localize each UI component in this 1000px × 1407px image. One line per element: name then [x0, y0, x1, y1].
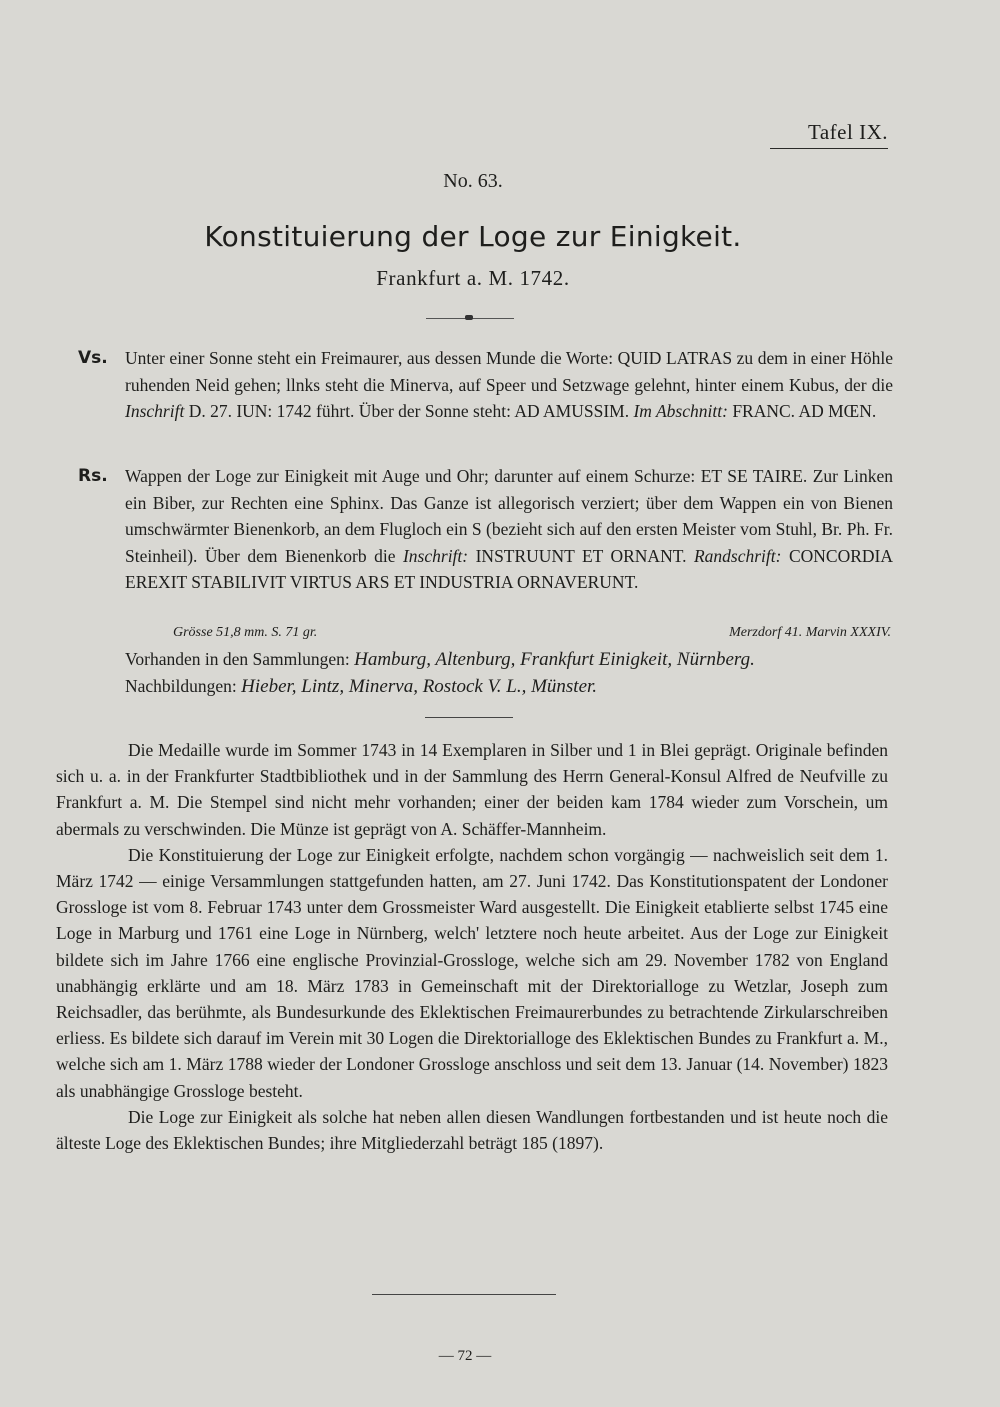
collections-label: Vorhanden in den Sammlungen: — [125, 649, 355, 669]
section-divider — [425, 717, 513, 718]
reverse-description — [78, 463, 893, 596]
medal-meta — [173, 625, 891, 641]
replicas-line — [125, 676, 895, 698]
medal-references: Merzdorf 41. Marvin XXXIV. — [729, 625, 891, 640]
obverse-label: Vs. — [78, 348, 108, 368]
replicas-label: Nachbildungen: — [125, 676, 242, 696]
plate-number: Tafel IX. — [770, 120, 888, 149]
entry-title: Konstituierung der Loge zur Einigkeit. — [204, 220, 742, 253]
obverse-description — [78, 345, 893, 425]
obverse-text: Unter einer Sonne steht ein Freimaurer, aus dessen Munde die Worte: QUID LATRAS zu dem in einer Höhle ruhenden Neid gehen; llnks steht die Minerva, auf Speer und Setzwage gelehnt, hinter einem Kubus, der die Inschrift D. 27. IUN: 1742 führt. Über der Sonne steht: AD AMUSSIM. Im Abschnitt: FRANC. AD MŒN. — [125, 348, 893, 421]
collections-value: Hamburg, Altenburg, Frankfurt Einigkeit, Nürnberg. — [354, 649, 755, 670]
end-divider — [372, 1294, 556, 1295]
commentary — [56, 737, 888, 1156]
medal-size-weight: Grösse 51,8 mm. S. 71 gr. — [173, 625, 318, 640]
paragraph: Die Konstituierung der Loge zur Einigkeit erfolgte, nachdem schon vorgängig — nachweislich seit dem 1. März 1742 — einige Versammlungen stattgefunden hatten, am 27. Juni 1742. Das Konstitutionspatent der Londoner Grossloge ist vom 8. Februar 1743 unter dem Grossmeister Ward ausgestellt. Die Einigkeit etablierte selbst 1745 eine Loge in Marburg und 1761 eine Loge in Nürnberg, welch' letztere noch heute arbeitet. Aus der Loge zur Einigkeit bildete sich im Jahre 1766 eine englische Provinzial-Grossloge, welche sich am 29. November 1782 von England unabhängig erklärte und am 18. März 1783 in Gemeinschaft mit der Direktorialloge zu Wetzlar, Joseph zum Reichsadler, das berühmte, als Bundesurkunde des Eklektischen Freimaurerbundes zu betrachtende Zirkularschreiben erliess. Es bildete sich darauf im Verein mit 30 Logen die Direktorialloge des Eklektischen Bundes zu Frankfurt a. M., welche sich am 1. März 1788 wieder der Londoner Grossloge anschloss und seit dem 13. Januar (14. November) 1823 als unabhängige Grossloge besteht. — [56, 844, 888, 1101]
reverse-text: Wappen der Loge zur Einigkeit mit Auge und Ohr; darunter auf einem Schurze: ET SE TAIRE. Zur Linken ein Biber, zur Rechten eine Sphinx. Das Ganze ist allegorisch verziert; über dem Wappen ein von Bienen umschwärmter Bienenkorb, an dem Flugloch ein S (bezieht sich auf den ersten Meister vom Stuhl, Br. Ph. Fr. Steinheil). Über dem Bienenkorb die Inschrift: INSTRUUNT ET ORNANT. Randschrift: CONCORDIA EREXIT STABILIVIT VIRTUS ARS ET INDUSTRIA ORNAVERUNT. — [125, 466, 893, 592]
ornament-dot — [465, 315, 473, 320]
entry-number: No. 63. — [443, 170, 503, 192]
replicas-value: Hieber, Lintz, Minerva, Rostock V. L., Münster. — [241, 676, 598, 697]
collections-line — [125, 649, 895, 671]
page-number: — 72 — — [438, 1348, 492, 1364]
paragraph: Die Medaille wurde im Sommer 1743 in 14 Exemplaren in Silber und 1 in Blei geprägt. Originale befinden sich u. a. in der Frankfurter Stadtbibliothek und in der Sammlung des Herrn General-Konsul Alfred de Neufville zu Frankfurt a. M. Die Stempel sind nicht mehr vorhanden; einer der beiden kam 1784 wieder zum Vorschein, um abermals zu verschwinden. Die Münze ist geprägt von A. Schäffer-Mannheim. — [56, 740, 888, 839]
paragraph: Die Loge zur Einigkeit als solche hat neben allen diesen Wandlungen fortbestanden und ist heute noch die älteste Loge des Eklektischen Bundes; ihre Mitgliederzahl beträgt 185 (1897). — [56, 1106, 888, 1154]
reverse-label: Rs. — [78, 466, 108, 486]
entry-place-date: Frankfurt a. M. 1742. — [376, 266, 570, 290]
